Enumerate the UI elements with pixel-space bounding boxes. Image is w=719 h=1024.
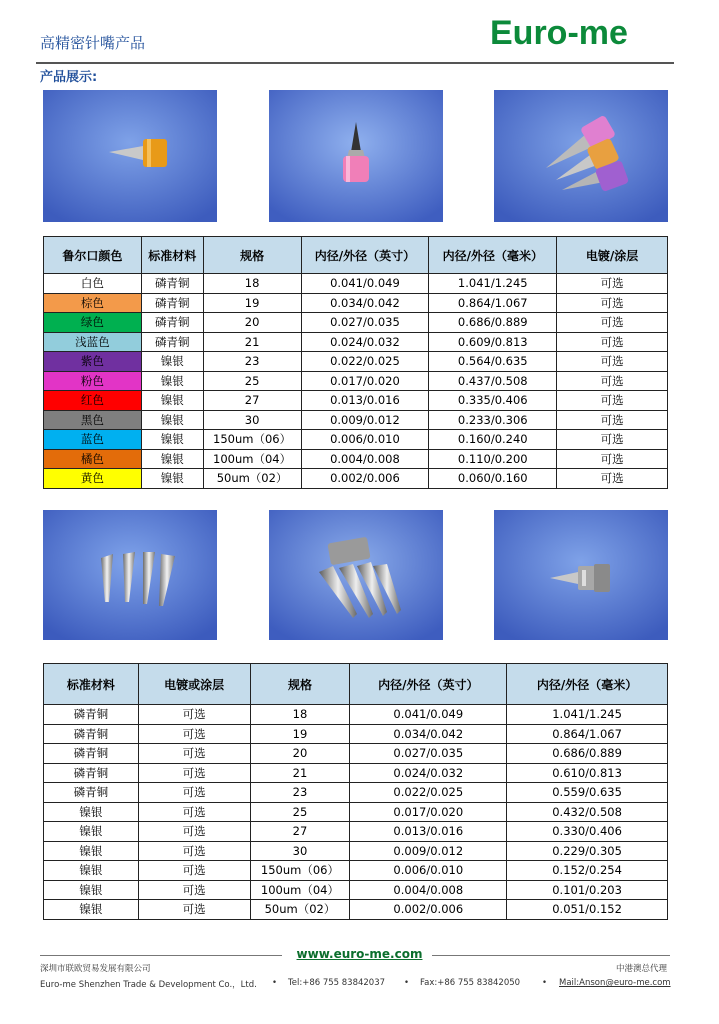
inch-dimension-cell: 0.041/0.049 <box>301 274 429 294</box>
mm-dimension-cell: 0.060/0.160 <box>429 469 557 489</box>
product-photo-single-silver-tip <box>494 510 668 640</box>
mm-dimension-cell: 0.051/0.152 <box>507 900 668 920</box>
coating-cell: 可选 <box>557 313 668 333</box>
product-photo-pink-tip <box>269 90 443 222</box>
mm-dimension-cell: 0.437/0.508 <box>429 371 557 391</box>
mm-dimension-cell: 0.110/0.200 <box>429 449 557 469</box>
inch-dimension-cell: 0.004/0.008 <box>301 449 429 469</box>
fax-number: Fax:+86 755 83842050 <box>420 978 521 988</box>
table-row <box>44 449 668 469</box>
column-header: 内径/外径（毫米） <box>507 664 668 705</box>
agent-label: 中港澳总代理 <box>615 964 667 974</box>
material-cell: 镍银 <box>44 841 139 861</box>
inch-dimension-cell: 0.002/0.006 <box>350 900 507 920</box>
inch-dimension-cell: 0.009/0.012 <box>350 841 507 861</box>
material-cell: 镍银 <box>141 449 203 469</box>
color-cell: 红色 <box>44 391 142 411</box>
company-name-en: Euro-me Shenzhen Trade & Development Co.，Ltd. <box>40 980 257 990</box>
material-cell: 磷青铜 <box>44 724 139 744</box>
material-cell: 镍银 <box>141 352 203 372</box>
coating-cell: 可选 <box>138 841 250 861</box>
table-row <box>44 274 668 294</box>
column-header: 鲁尔口颜色 <box>44 237 142 274</box>
product-photo-orange-tip <box>43 90 217 222</box>
mm-dimension-cell: 1.041/1.245 <box>507 705 668 725</box>
column-header: 内径/外径（毫米） <box>429 237 557 274</box>
gauge-cell: 30 <box>203 410 301 430</box>
inch-dimension-cell: 0.009/0.012 <box>301 410 429 430</box>
mm-dimension-cell: 0.864/1.067 <box>507 724 668 744</box>
bullet-icon: • <box>272 978 278 988</box>
inch-dimension-cell: 0.006/0.010 <box>350 861 507 881</box>
inch-dimension-cell: 0.022/0.025 <box>350 783 507 803</box>
table-header-row <box>44 664 668 705</box>
coating-cell: 可选 <box>557 449 668 469</box>
material-cell: 镍银 <box>141 391 203 411</box>
mm-dimension-cell: 0.101/0.203 <box>507 880 668 900</box>
table-row <box>44 293 668 313</box>
inch-dimension-cell: 0.004/0.008 <box>350 880 507 900</box>
coating-cell: 可选 <box>557 293 668 313</box>
gauge-cell: 27 <box>250 822 350 842</box>
luer-nozzle-table <box>43 236 668 489</box>
inch-dimension-cell: 0.017/0.020 <box>350 802 507 822</box>
coating-cell: 可选 <box>138 705 250 725</box>
company-name-cn: 深圳市联欧贸易发展有限公司 <box>40 964 151 974</box>
gauge-cell: 30 <box>250 841 350 861</box>
table-row <box>44 822 668 842</box>
coating-cell: 可选 <box>557 274 668 294</box>
inch-dimension-cell: 0.034/0.042 <box>350 724 507 744</box>
inch-dimension-cell: 0.002/0.006 <box>301 469 429 489</box>
mm-dimension-cell: 0.229/0.305 <box>507 841 668 861</box>
gauge-cell: 18 <box>250 705 350 725</box>
coating-cell: 可选 <box>557 469 668 489</box>
material-cell: 磷青铜 <box>44 744 139 764</box>
gauge-cell: 150um（06） <box>203 430 301 450</box>
material-cell: 镍银 <box>44 900 139 920</box>
material-cell: 磷青铜 <box>44 705 139 725</box>
gauge-cell: 21 <box>250 763 350 783</box>
coating-cell: 可选 <box>138 724 250 744</box>
mm-dimension-cell: 0.330/0.406 <box>507 822 668 842</box>
coating-cell: 可选 <box>557 371 668 391</box>
coating-cell: 可选 <box>557 352 668 372</box>
table-row <box>44 352 668 372</box>
bullet-icon: • <box>542 978 548 988</box>
color-cell: 白色 <box>44 274 142 294</box>
gauge-cell: 100um（04） <box>250 880 350 900</box>
mm-dimension-cell: 0.609/0.813 <box>429 332 557 352</box>
table-row <box>44 430 668 450</box>
coating-cell: 可选 <box>138 744 250 764</box>
page-title: 高精密针嘴产品 <box>40 34 146 52</box>
column-header: 标准材料 <box>44 664 139 705</box>
table-row <box>44 880 668 900</box>
column-header: 规格 <box>203 237 301 274</box>
table-row <box>44 724 668 744</box>
inch-dimension-cell: 0.024/0.032 <box>350 763 507 783</box>
inch-dimension-cell: 0.013/0.016 <box>350 822 507 842</box>
material-cell: 镍银 <box>44 802 139 822</box>
coating-cell: 可选 <box>557 391 668 411</box>
gauge-cell: 23 <box>250 783 350 803</box>
mm-dimension-cell: 0.864/1.067 <box>429 293 557 313</box>
mm-dimension-cell: 0.559/0.635 <box>507 783 668 803</box>
column-header: 电镀或涂层 <box>138 664 250 705</box>
mm-dimension-cell: 0.160/0.240 <box>429 430 557 450</box>
table-row <box>44 469 668 489</box>
mm-dimension-cell: 0.432/0.508 <box>507 802 668 822</box>
bullet-icon: • <box>404 978 410 988</box>
coating-cell: 可选 <box>138 763 250 783</box>
inch-dimension-cell: 0.027/0.035 <box>350 744 507 764</box>
gauge-cell: 100um（04） <box>203 449 301 469</box>
color-cell: 粉色 <box>44 371 142 391</box>
phone-number: Tel:+86 755 83842037 <box>288 978 386 988</box>
gauge-cell: 25 <box>250 802 350 822</box>
section-label: 产品展示: <box>40 70 98 85</box>
product-photo-silver-set <box>269 510 443 640</box>
mm-dimension-cell: 0.335/0.406 <box>429 391 557 411</box>
color-cell: 蓝色 <box>44 430 142 450</box>
mm-dimension-cell: 0.564/0.635 <box>429 352 557 372</box>
mm-dimension-cell: 0.610/0.813 <box>507 763 668 783</box>
material-cell: 磷青铜 <box>141 313 203 333</box>
coating-cell: 可选 <box>138 880 250 900</box>
gauge-cell: 50um（02） <box>203 469 301 489</box>
nozzle-spec-table <box>43 663 668 920</box>
column-header: 内径/外径（英寸） <box>350 664 507 705</box>
gauge-cell: 25 <box>203 371 301 391</box>
inch-dimension-cell: 0.034/0.042 <box>301 293 429 313</box>
mm-dimension-cell: 0.233/0.306 <box>429 410 557 430</box>
material-cell: 镍银 <box>141 410 203 430</box>
table-row <box>44 900 668 920</box>
column-header: 标准材料 <box>141 237 203 274</box>
mm-dimension-cell: 0.686/0.889 <box>507 744 668 764</box>
material-cell: 镍银 <box>44 822 139 842</box>
column-header: 内径/外径（英寸） <box>301 237 429 274</box>
gauge-cell: 19 <box>203 293 301 313</box>
table-row <box>44 802 668 822</box>
color-cell: 棕色 <box>44 293 142 313</box>
product-photo-silver-tips <box>43 510 217 640</box>
table-row <box>44 410 668 430</box>
material-cell: 镍银 <box>141 430 203 450</box>
color-cell: 绿色 <box>44 313 142 333</box>
gauge-cell: 150um（06） <box>250 861 350 881</box>
column-header: 电镀/涂层 <box>557 237 668 274</box>
material-cell: 磷青铜 <box>141 293 203 313</box>
gauge-cell: 19 <box>250 724 350 744</box>
gauge-cell: 20 <box>250 744 350 764</box>
color-cell: 黄色 <box>44 469 142 489</box>
column-header: 规格 <box>250 664 350 705</box>
brand-logo: Euro-me <box>490 14 628 52</box>
material-cell: 磷青铜 <box>44 763 139 783</box>
inch-dimension-cell: 0.013/0.016 <box>301 391 429 411</box>
coating-cell: 可选 <box>138 900 250 920</box>
table-row <box>44 744 668 764</box>
material-cell: 镍银 <box>44 880 139 900</box>
coating-cell: 可选 <box>557 410 668 430</box>
table-row <box>44 332 668 352</box>
coating-cell: 可选 <box>138 802 250 822</box>
inch-dimension-cell: 0.017/0.020 <box>301 371 429 391</box>
table-row <box>44 705 668 725</box>
table-row <box>44 841 668 861</box>
table-row <box>44 783 668 803</box>
table-row <box>44 861 668 881</box>
gauge-cell: 23 <box>203 352 301 372</box>
coating-cell: 可选 <box>138 783 250 803</box>
inch-dimension-cell: 0.022/0.025 <box>301 352 429 372</box>
product-photo-purple-tips <box>494 90 668 222</box>
table-header-row <box>44 237 668 274</box>
mm-dimension-cell: 1.041/1.245 <box>429 274 557 294</box>
color-cell: 黑色 <box>44 410 142 430</box>
color-cell: 紫色 <box>44 352 142 372</box>
email-link[interactable]: Mail:Anson@euro-me.com <box>559 978 671 988</box>
gauge-cell: 18 <box>203 274 301 294</box>
header-divider <box>36 62 674 64</box>
mm-dimension-cell: 0.686/0.889 <box>429 313 557 333</box>
material-cell: 磷青铜 <box>44 783 139 803</box>
inch-dimension-cell: 0.041/0.049 <box>350 705 507 725</box>
material-cell: 镍银 <box>141 371 203 391</box>
coating-cell: 可选 <box>557 332 668 352</box>
coating-cell: 可选 <box>138 861 250 881</box>
gauge-cell: 50um（02） <box>250 900 350 920</box>
color-cell: 橘色 <box>44 449 142 469</box>
coating-cell: 可选 <box>138 822 250 842</box>
material-cell: 磷青铜 <box>141 274 203 294</box>
inch-dimension-cell: 0.024/0.032 <box>301 332 429 352</box>
color-cell: 浅蓝色 <box>44 332 142 352</box>
inch-dimension-cell: 0.027/0.035 <box>301 313 429 333</box>
gauge-cell: 27 <box>203 391 301 411</box>
material-cell: 镍银 <box>141 469 203 489</box>
table-row <box>44 371 668 391</box>
mm-dimension-cell: 0.152/0.254 <box>507 861 668 881</box>
gauge-cell: 21 <box>203 332 301 352</box>
coating-cell: 可选 <box>557 430 668 450</box>
material-cell: 磷青铜 <box>141 332 203 352</box>
website-link[interactable]: www.euro-me.com <box>296 947 423 961</box>
inch-dimension-cell: 0.006/0.010 <box>301 430 429 450</box>
table-row <box>44 763 668 783</box>
material-cell: 镍银 <box>44 861 139 881</box>
table-row <box>44 391 668 411</box>
gauge-cell: 20 <box>203 313 301 333</box>
table-row <box>44 313 668 333</box>
